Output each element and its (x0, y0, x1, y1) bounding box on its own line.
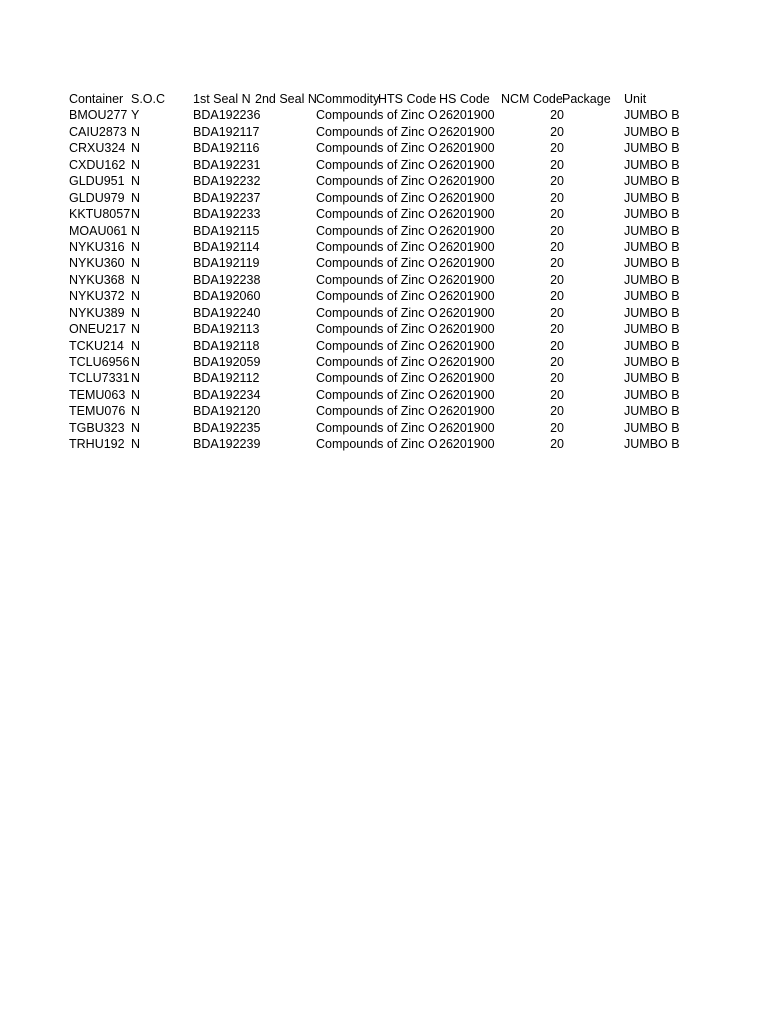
cell-first-seal: BDA192235 (193, 420, 261, 435)
cell-container: GLDU979 (69, 190, 125, 205)
cell-soc: N (131, 338, 141, 353)
cell-container: NYKU389 (69, 305, 125, 320)
cell-container: TEMU076 (69, 404, 126, 419)
cell-container: CAIU2873 (69, 124, 127, 139)
cell-hts-code (378, 436, 439, 452)
cell-hts-code (378, 223, 439, 239)
cell-unit: JUMBO B (624, 207, 680, 222)
cell-container: KKTU8057 (69, 207, 131, 222)
header-cell-soc: S.O.C (131, 92, 166, 106)
cell-hs-code: 26201900 (439, 141, 495, 156)
cell-soc: N (131, 239, 141, 254)
cell-hts-code (378, 305, 439, 321)
cell-hts-code (378, 338, 439, 354)
cell-first-seal: BDA192234 (193, 387, 261, 402)
header-cell-first-seal: 1st Seal N (193, 92, 251, 106)
cell-unit: JUMBO B (624, 108, 680, 123)
cell-commodity: Compounds of Zinc O (316, 338, 438, 353)
cell-commodity: Compounds of Zinc O (316, 387, 438, 402)
cell-second-seal (255, 239, 316, 255)
cell-first-seal: BDA192112 (193, 371, 260, 386)
cell-hts-code (378, 206, 439, 222)
cell-second-seal (255, 157, 316, 173)
cell-soc: N (131, 174, 141, 189)
cell-hs-code: 26201900 (439, 371, 495, 386)
cell-container: TGBU323 (69, 420, 125, 435)
cell-commodity: Compounds of Zinc O (316, 124, 438, 139)
cell-hs-code: 26201900 (439, 190, 495, 205)
cell-hs-code: 26201900 (439, 387, 495, 402)
cell-package: 20 (550, 108, 564, 123)
cell-hs-code: 26201900 (439, 322, 495, 337)
cell-commodity: Compounds of Zinc O (316, 404, 438, 419)
cell-hts-code (378, 321, 439, 337)
cell-container: NYKU316 (69, 239, 125, 254)
cell-hts-code (378, 157, 439, 173)
cell-package: 20 (550, 404, 564, 419)
cell-second-seal (255, 173, 316, 189)
cell-unit: JUMBO B (624, 404, 680, 419)
cell-commodity: Compounds of Zinc O (316, 190, 438, 205)
cell-package: 20 (550, 338, 564, 353)
header-cell-hs-code: HS Code (439, 92, 490, 106)
cell-package: 20 (550, 272, 564, 287)
cell-container: CRXU324 (69, 141, 126, 156)
cell-container: NYKU372 (69, 289, 125, 304)
cell-commodity: Compounds of Zinc O (316, 289, 438, 304)
cell-commodity: Compounds of Zinc O (316, 141, 438, 156)
cell-second-seal (255, 387, 316, 403)
cell-soc: N (131, 190, 141, 205)
cell-first-seal: BDA192239 (193, 437, 261, 452)
cell-soc: Y (131, 108, 140, 123)
cell-second-seal (255, 223, 316, 239)
cell-first-seal: BDA192119 (193, 256, 260, 271)
cell-unit: JUMBO B (624, 223, 680, 238)
cell-second-seal (255, 370, 316, 386)
cell-first-seal: BDA192113 (193, 322, 260, 337)
cell-unit: JUMBO B (624, 141, 680, 156)
cell-hts-code (378, 124, 439, 140)
cell-hts-code (378, 255, 439, 271)
cell-commodity: Compounds of Zinc O (316, 371, 438, 386)
cell-hts-code (378, 403, 439, 419)
cell-unit: JUMBO B (624, 387, 680, 402)
cell-soc: N (131, 272, 141, 287)
cell-hts-code (378, 420, 439, 436)
cell-container: BMOU277 (69, 108, 128, 123)
cell-hs-code: 26201900 (439, 207, 495, 222)
cell-package: 20 (550, 157, 564, 172)
cell-soc: N (131, 141, 141, 156)
cell-first-seal: BDA192060 (193, 289, 261, 304)
cell-container: NYKU360 (69, 256, 125, 271)
cell-hs-code: 26201900 (439, 437, 495, 452)
cell-package: 20 (550, 239, 564, 254)
cell-unit: JUMBO B (624, 420, 680, 435)
cell-soc: N (131, 322, 141, 337)
cell-hts-code (378, 107, 439, 123)
cell-container: ONEU217 (69, 322, 126, 337)
cell-soc: N (131, 420, 141, 435)
cell-soc: N (131, 387, 141, 402)
cell-package: 20 (550, 371, 564, 386)
cell-unit: JUMBO B (624, 239, 680, 254)
cell-commodity: Compounds of Zinc O (316, 272, 438, 287)
cell-container: TCLU6956 (69, 355, 130, 369)
cell-first-seal: BDA192117 (193, 124, 260, 139)
cell-hts-code (378, 173, 439, 189)
cell-commodity: Compounds of Zinc O (316, 322, 438, 337)
cell-soc: N (131, 289, 141, 304)
cell-package: 20 (550, 420, 564, 435)
cell-second-seal (255, 190, 316, 206)
cell-commodity: Compounds of Zinc O (316, 239, 438, 254)
header-cell-ncm-code: NCM Code (501, 92, 563, 106)
cell-first-seal: BDA192237 (193, 190, 261, 205)
cell-package: 20 (550, 437, 564, 452)
cell-unit: JUMBO B (624, 338, 680, 353)
cell-second-seal (255, 321, 316, 337)
cell-unit: JUMBO B (624, 371, 680, 386)
cell-hs-code: 26201900 (439, 404, 495, 419)
cell-package: 20 (550, 289, 564, 304)
header-cell-container: Container (69, 92, 124, 106)
cell-commodity: Compounds of Zinc O (316, 355, 438, 369)
cell-second-seal (255, 140, 316, 156)
cell-soc: N (131, 223, 141, 238)
cell-package: 20 (550, 223, 564, 238)
cell-hs-code: 26201900 (439, 272, 495, 287)
cell-hs-code: 26201900 (439, 305, 495, 320)
cell-hs-code: 26201900 (439, 124, 495, 139)
cell-unit: JUMBO B (624, 437, 680, 452)
cell-first-seal: BDA192240 (193, 305, 261, 320)
cell-first-seal: BDA192232 (193, 174, 261, 189)
cell-container: TCLU7331 (69, 371, 130, 386)
cell-container: MOAU061 (69, 223, 128, 238)
cell-hs-code: 26201900 (439, 355, 495, 369)
cell-first-seal: BDA192236 (193, 108, 261, 123)
cell-package: 20 (550, 190, 564, 205)
cell-hs-code: 26201900 (439, 223, 495, 238)
cell-package: 20 (550, 124, 564, 139)
cell-container: CXDU162 (69, 157, 126, 172)
cell-container: NYKU368 (69, 272, 125, 287)
cell-second-seal (255, 206, 316, 222)
cell-package: 20 (550, 305, 564, 320)
cell-hts-code (378, 370, 439, 386)
cell-second-seal (255, 338, 316, 354)
cell-unit: JUMBO B (624, 157, 680, 172)
cell-first-seal: BDA192059 (193, 355, 261, 369)
cell-package: 20 (550, 174, 564, 189)
cell-first-seal: BDA192115 (193, 223, 260, 238)
cell-commodity: Compounds of Zinc O (316, 437, 438, 452)
cell-commodity: Compounds of Zinc O (316, 157, 438, 172)
cell-container: TCKU214 (69, 338, 124, 353)
cell-commodity: Compounds of Zinc O (316, 108, 438, 123)
header-cell-unit: Unit (624, 92, 647, 106)
cell-second-seal (255, 436, 316, 452)
cell-hs-code: 26201900 (439, 239, 495, 254)
cell-hts-code (378, 239, 439, 255)
cell-hts-code (378, 387, 439, 403)
cell-second-seal (255, 288, 316, 304)
cell-second-seal (255, 272, 316, 288)
cell-hs-code: 26201900 (439, 108, 495, 123)
cell-second-seal (255, 255, 316, 271)
cell-second-seal (255, 403, 316, 419)
cell-unit: JUMBO B (624, 289, 680, 304)
cell-first-seal: BDA192120 (193, 404, 261, 419)
cell-commodity: Compounds of Zinc O (316, 223, 438, 238)
cell-second-seal (255, 354, 316, 370)
cell-hts-code (378, 354, 439, 370)
cell-second-seal (255, 420, 316, 436)
cell-unit: JUMBO B (624, 322, 680, 337)
cell-soc: N (131, 355, 141, 369)
cell-hs-code: 26201900 (439, 174, 495, 189)
cell-soc: N (131, 437, 141, 452)
cell-unit: JUMBO B (624, 124, 680, 139)
cell-first-seal: BDA192238 (193, 272, 261, 287)
cell-soc: N (131, 207, 141, 222)
cell-first-seal: BDA192118 (193, 338, 260, 353)
cell-unit: JUMBO B (624, 256, 680, 271)
header-cell-hts-code: HTS Code (378, 92, 437, 106)
header-cell-second-seal: 2nd Seal N (255, 92, 317, 106)
cell-soc: N (131, 256, 141, 271)
cell-second-seal (255, 107, 316, 123)
cell-commodity: Compounds of Zinc O (316, 305, 438, 320)
cell-commodity: Compounds of Zinc O (316, 207, 438, 222)
cell-hs-code: 26201900 (439, 420, 495, 435)
cell-hs-code: 26201900 (439, 289, 495, 304)
cell-commodity: Compounds of Zinc O (316, 174, 438, 189)
cell-package: 20 (550, 355, 564, 369)
cell-hs-code: 26201900 (439, 157, 495, 172)
cell-commodity: Compounds of Zinc O (316, 420, 438, 435)
cell-package: 20 (550, 256, 564, 271)
cell-unit: JUMBO B (624, 190, 680, 205)
cell-package: 20 (550, 322, 564, 337)
cell-hts-code (378, 272, 439, 288)
cell-unit: JUMBO B (624, 174, 680, 189)
cell-container: TEMU063 (69, 387, 126, 402)
cell-hs-code: 26201900 (439, 256, 495, 271)
cell-package: 20 (550, 387, 564, 402)
cell-first-seal: BDA192116 (193, 141, 260, 156)
cell-commodity: Compounds of Zinc O (316, 256, 438, 271)
cell-first-seal: BDA192231 (193, 157, 261, 172)
cell-soc: N (131, 157, 141, 172)
header-cell-commodity: Commodity (316, 92, 380, 106)
cell-soc: N (131, 124, 141, 139)
cell-package: 20 (550, 207, 564, 222)
cell-hts-code (378, 288, 439, 304)
cell-second-seal (255, 305, 316, 321)
cell-container: TRHU192 (69, 437, 125, 452)
cell-unit: JUMBO B (624, 305, 680, 320)
cell-package: 20 (550, 141, 564, 156)
cell-first-seal: BDA192233 (193, 207, 261, 222)
cell-container: GLDU951 (69, 174, 125, 189)
cell-unit: JUMBO B (624, 355, 680, 369)
cell-first-seal: BDA192114 (193, 239, 260, 254)
cell-second-seal (255, 124, 316, 140)
cell-soc: N (131, 404, 141, 419)
cell-soc: N (131, 371, 141, 386)
cell-hs-code: 26201900 (439, 338, 495, 353)
cell-hts-code (378, 190, 439, 206)
cell-hts-code (378, 140, 439, 156)
cell-soc: N (131, 305, 141, 320)
cell-unit: JUMBO B (624, 272, 680, 287)
header-cell-package: Package (562, 92, 611, 106)
